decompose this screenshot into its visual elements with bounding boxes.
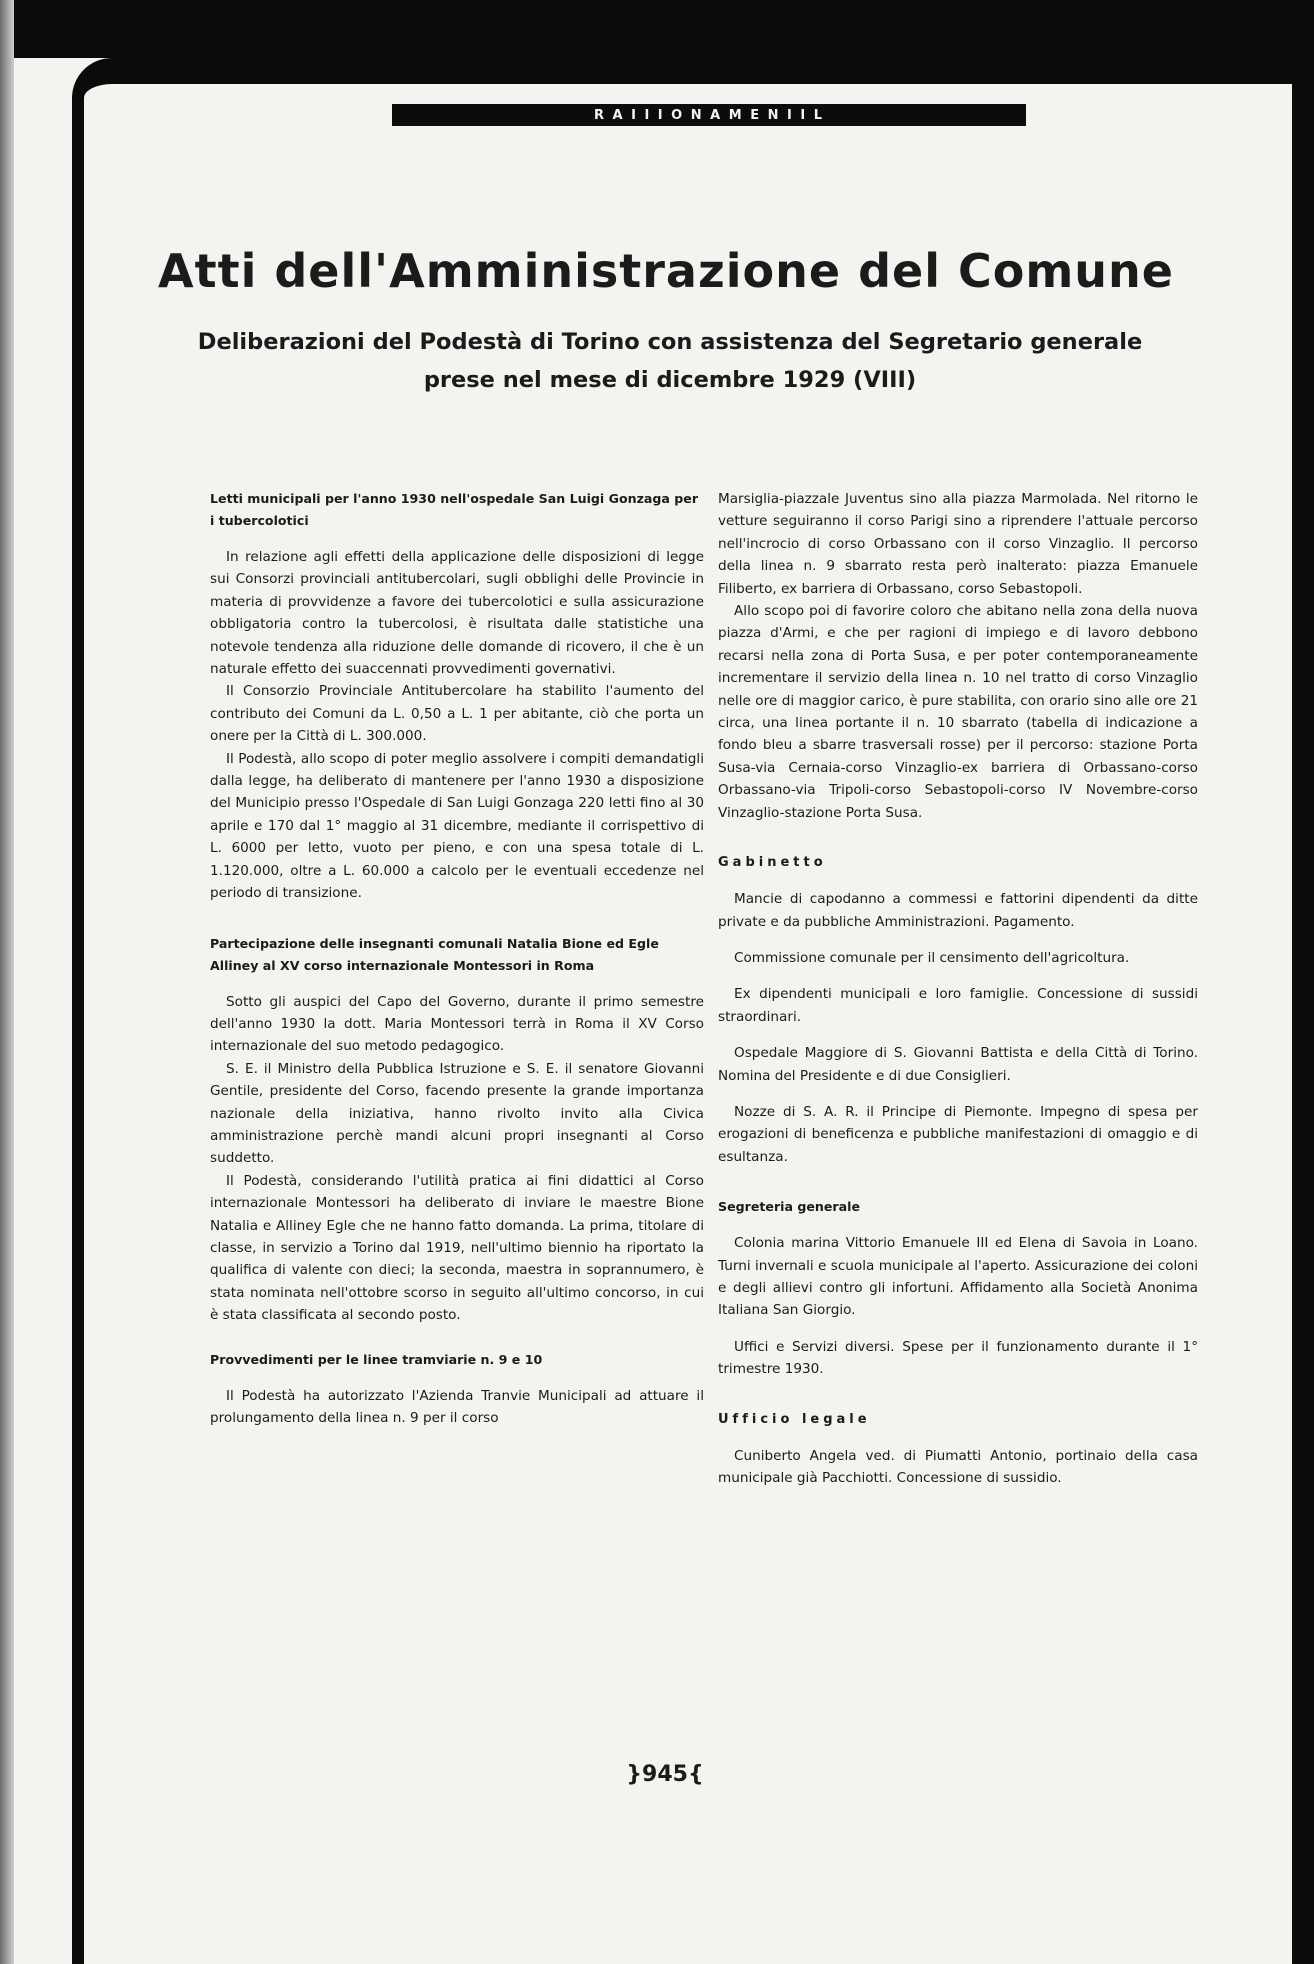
page-title: Atti dell'Amministrazione del Comune	[158, 244, 1174, 298]
paragraph: Commissione comunale per il censimento dell'agricoltura.	[734, 949, 1130, 966]
page-subtitle	[130, 323, 1210, 399]
page-frame-top	[72, 58, 1292, 98]
section-heading-montessori: Partecipazione delle insegnanti comunali Natalia Bione ed Egle Alliney al XV corso internazionale Montessori in Roma	[210, 935, 659, 973]
section-heading-ufficio: Ufficio legale	[718, 1411, 871, 1427]
folio-bracket-left: }	[626, 1762, 643, 1787]
section-heading-gabinetto: Gabinetto	[718, 855, 827, 871]
paragraph: S. E. il Ministro della Pubblica Istruzione e S. E. il senatore Giovanni Gentile, presidente del Corso, facendo presente la grande importanza nazionale della iniziativa, hanno rivolto invito alla Civica amministrazione perchè mandi alcuni propri insegnanti al Corso suddetto.	[210, 1060, 704, 1167]
paragraph: Nozze di S. A. R. il Principe di Piemonte. Impegno di spesa per erogazioni di beneficenza e pubbliche manifestazioni di omaggio e di esultanza.	[718, 1103, 1198, 1165]
page-number	[600, 1762, 730, 1787]
paragraph: Uffici e Servizi diversi. Spese per il funzionamento durante il 1° trimestre 1930.	[718, 1338, 1198, 1378]
paragraph: Colonia marina Vittorio Emanuele III ed Elena di Savoia in Loano. Turni invernali e scuola municipale al l'aperto. Assicurazione dei coloni e degli allievi contro gli infortuni. Affidamento alla Società Anonima Italiana San Giorgio.	[718, 1235, 1198, 1319]
subtitle-line-2: prese nel mese di dicembre 1929 (VIII)	[423, 367, 917, 393]
section-heading-segreteria: Segreteria generale	[718, 1199, 860, 1215]
paragraph: Il Podestà ha autorizzato l'Azienda Tranvie Municipali ad attuare il prolungamento della linea n. 9 per il corso	[210, 1387, 704, 1426]
folio-bracket-right: {	[687, 1762, 704, 1787]
left-column	[210, 488, 704, 1429]
scan-border-left	[0, 0, 14, 1964]
paragraph: In relazione agli effetti della applicazione delle disposizioni di legge sui Consorzi provinciali antitubercolari, sugli obblighi delle Provincie in materia di provvidenze a favore dei tubercolotici e sulla assicurazione obbligatoria contro la tubercolosi, è risultata dalle statistiche una notevole tendenza alla riduzione delle domande di ricovero, il che è un naturale effetto dei suaccennati provvedimenti governativi.	[210, 549, 704, 678]
paragraph: Allo scopo poi di favorire coloro che abitano nella zona della nuova piazza d'Armi, e che per ragioni di impiego e di lavoro debbono recarsi nella zona di Porta Susa, e per poter contemporaneamente incrementare il servizio della linea n. 10 nel tratto di corso Vinzaglio nelle ore di maggior carico, è pure stabilita, con orario sino alle ore 21 circa, una linea portante il n. 10 sbarrato (tabella di indicazione a fondo bleu a sbarre trasversali rosse) per il percorso: stazione Porta Susa-via Cernaia-corso Vinzaglio-ex barriera di Orbassano-corso Orbassano-via Tripoli-corso Sebastopoli-corso IV Novembre-corso Vinzaglio-stazione Porta Susa.	[718, 603, 1198, 821]
paragraph: Il Podestà, allo scopo di poter meglio assolvere i compiti demandatigli dalla legge, ha deliberato di mantenere per l'anno 1930 a disposizione del Municipio presso l'Ospedale di San Luigi Gonzaga 220 letti fino al 30 aprile e 170 dal 1° maggio al 31 dicembre, mediante il corrispettivo di L. 6000 per letto, vuoto per pieno, e con una spesa totale di L. 1.120.000, oltre a L. 60.000 a calcolo per le eventuali eccedenze nel periodo di transizione.	[210, 750, 704, 902]
paragraph: Il Podestà, considerando l'utilità pratica ai fini didattici al Corso internazionale Montessori ha deliberato di inviare le maestre Bione Natalia e Alliney Egle che ne hanno fatto domanda. La prima, titolare di classe, in servizio a Torino dal 1919, nell'ultimo biennio ha riportato la qualifica di valente con dieci; la seconda, maestra in soprannumero, è stata nominata nell'ottobre scorso in seguito all'ultimo concorso, in cui è stata classificata al secondo posto.	[210, 1172, 704, 1324]
page-number-text: 945	[642, 1762, 688, 1787]
page-frame-left	[72, 96, 84, 1964]
paragraph: Cuniberto Angela ved. di Piumatti Antonio, portinaio della casa municipale già Pacchiotti. Concessione di sussidio.	[718, 1447, 1198, 1486]
scan-border-top	[0, 0, 1314, 58]
paragraph: Sotto gli auspici del Capo del Governo, durante il primo semestre dell'anno 1930 la dott. Maria Montessori terrà in Roma il XV Corso internazionale del suo metodo pedagogico.	[210, 993, 704, 1055]
paragraph: Il Consorzio Provinciale Antitubercolare ha stabilito l'aumento del contributo dei Comuni da L. 0,50 a L. 1 per abitante, ciò che porta un onere per la Città di L. 300.000.	[210, 683, 704, 745]
ornament-text: R A I I I O N A M E N I I L	[593, 107, 825, 123]
section-heading-letti: Letti municipali per l'anno 1930 nell'ospedale San Luigi Gonzaga per i tubercolotici	[210, 491, 699, 528]
scan-border-right	[1292, 0, 1314, 1964]
header-ornament	[392, 104, 1026, 126]
subtitle-line-1: Deliberazioni del Podestà di Torino con assistenza del Segretario generale	[197, 329, 1143, 355]
paragraph: Marsiglia-piazzale Juventus sino alla piazza Marmolada. Nel ritorno le vetture seguiranno il corso Parigi sino a riprendere l'attuale percorso nell'incrocio di corso Orbassano con il corso Vinzaglio. Il percorso della linea n. 9 sbarrato resta però inalterato: piazza Emanuele Filiberto, ex barriera di Orbassano, corso Sebastopoli.	[718, 491, 1198, 597]
paragraph: Ex dipendenti municipali e loro famiglie. Concessione di sussidi straordinari.	[718, 986, 1198, 1025]
paragraph: Mancie di capodanno a commessi e fattorini dipendenti da ditte private e da pubbliche Amministrazioni. Pagamento.	[718, 891, 1198, 930]
right-column	[718, 488, 1198, 1489]
paragraph: Ospedale Maggiore di S. Giovanni Battista e della Città di Torino. Nomina del Presidente e di due Consiglieri.	[718, 1045, 1198, 1084]
section-heading-tram: Provvedimenti per le linee tramviarie n. 9 e 10	[210, 1351, 543, 1367]
